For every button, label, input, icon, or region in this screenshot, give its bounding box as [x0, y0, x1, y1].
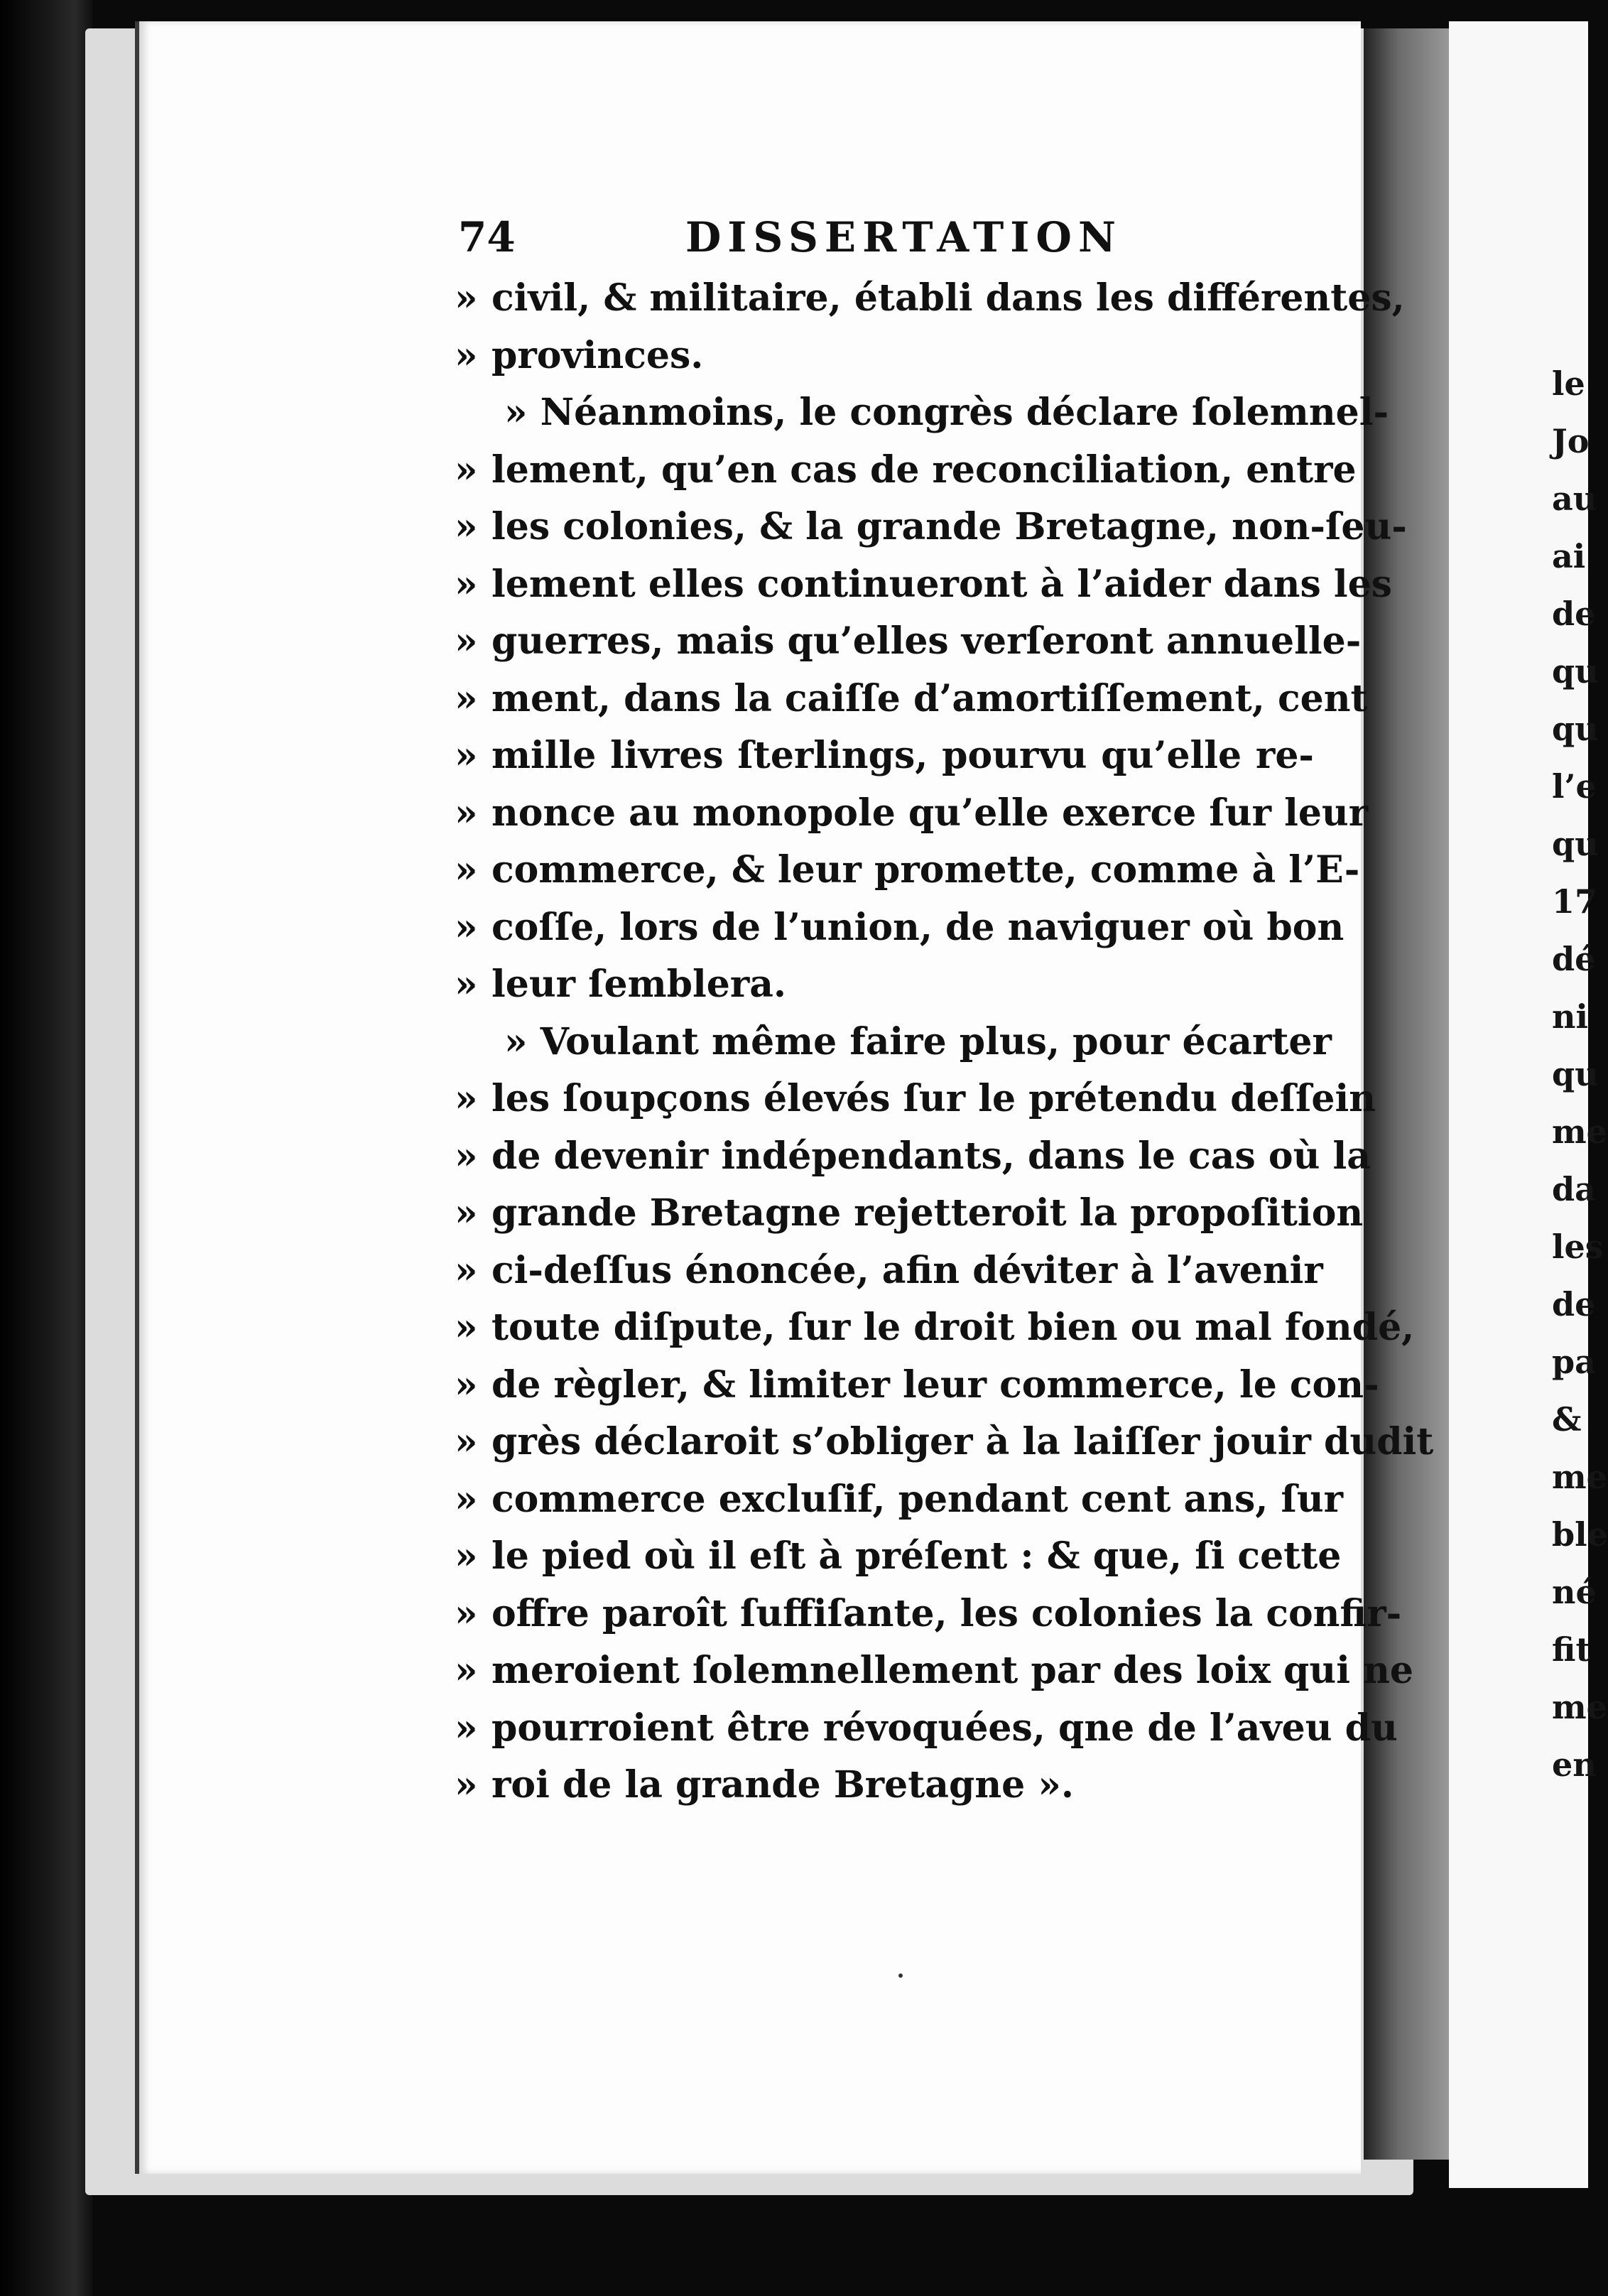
facing-fragment: les [1552, 1228, 1604, 1266]
line-text: mille livres ſterlings, pourvu qu’elle re- [491, 734, 1314, 777]
text-line [455, 384, 1389, 442]
book-left-edge [0, 0, 92, 2296]
quote-mark: » [455, 505, 478, 548]
quote-mark: » [455, 333, 478, 377]
quote-mark: » [455, 1706, 478, 1750]
quote-mark: » [455, 1248, 478, 1292]
facing-fragment: me [1552, 1458, 1607, 1496]
text-line [455, 1299, 1415, 1357]
text-line [455, 1528, 1342, 1586]
line-text: les ſoupçons élevés ſur le prétendu deſſein [491, 1077, 1376, 1120]
line-text: toute diſpute, ſur le droit bien ou mal fondé, [491, 1306, 1415, 1349]
quote-mark: » [455, 1763, 478, 1807]
running-title: DISSERTATION [685, 213, 1122, 261]
facing-fragment: & [1552, 1400, 1582, 1439]
quote-mark: » [455, 791, 478, 835]
facing-fragment: qu [1552, 1055, 1599, 1093]
text-line [455, 1586, 1402, 1643]
facing-fragment: l’e [1552, 767, 1597, 806]
quote-mark: » [455, 1591, 478, 1635]
quote-mark: » [455, 1134, 478, 1178]
quote-mark: » [455, 1077, 478, 1120]
text-line [455, 556, 1392, 614]
facing-fragment: me [1552, 1688, 1607, 1726]
text-line [455, 727, 1314, 785]
line-text: roi de la grande Bretagne ». [491, 1763, 1074, 1807]
line-text: provinces. [491, 333, 704, 377]
text-line [455, 1071, 1376, 1128]
line-text: de devenir indépendants, dans le cas où la [491, 1134, 1371, 1178]
facing-fragment: me [1552, 1112, 1607, 1151]
text-line [455, 1014, 1332, 1071]
facing-fragment: pa [1552, 1343, 1596, 1381]
line-text: leur ſemblera. [491, 963, 787, 1006]
quote-mark: » [455, 1477, 478, 1521]
line-text: meroient ſolemnellement par des loix qui ne [491, 1649, 1413, 1692]
facing-page [1449, 21, 1608, 2188]
line-text: commerce, & leur promette, comme à l’E- [491, 848, 1360, 892]
facing-fragment: dé [1552, 940, 1596, 978]
quote-mark: » [455, 676, 478, 720]
line-text: pourroient être révoquées, qne de l’aveu du [491, 1706, 1398, 1750]
facing-fragment: 17 [1552, 882, 1598, 921]
quote-mark: » [455, 276, 478, 320]
text-line [455, 671, 1368, 728]
line-text: grès déclaroit s’obliger à la laiſſer jouir dudit [491, 1420, 1434, 1463]
line-text: lement, qu’en cas de reconciliation, entre [491, 448, 1357, 492]
line-text: guerres, mais qu’elles verſeront annuelle- [491, 619, 1362, 663]
facing-fragment: fit [1552, 1630, 1591, 1669]
facing-fragment: qu [1552, 710, 1599, 748]
facing-fragment: en [1552, 1745, 1597, 1784]
facing-fragment: ble [1552, 1515, 1608, 1554]
text-line [455, 1242, 1323, 1300]
quote-mark: » [455, 905, 478, 949]
quote-mark: » [455, 734, 478, 777]
line-text: le pied où il eſt à préſent : & que, ſi cette [491, 1534, 1342, 1578]
quote-mark: » [455, 619, 478, 663]
text-line [455, 1185, 1364, 1242]
facing-page-text [1552, 355, 1608, 1794]
facing-fragment: de [1552, 1285, 1596, 1323]
facing-fragment: da [1552, 1170, 1596, 1208]
line-text: » Néanmoins, le congrès déclare ſolemnel- [504, 391, 1389, 434]
line-text: offre paroît ſuffiſante, les colonies la confir- [491, 1591, 1402, 1635]
line-text: ment, dans la caiſſe d’amortiſſement, cent [491, 676, 1368, 720]
quote-mark: » [455, 448, 478, 492]
text-line [455, 956, 1314, 1014]
text-line [455, 499, 1407, 556]
quote-mark: » [455, 562, 478, 606]
facing-fragment: ai [1552, 537, 1586, 575]
quote-mark: » [455, 1534, 478, 1578]
facing-fragment: qu [1552, 652, 1599, 691]
text-line [455, 1642, 1413, 1700]
quote-mark: » [455, 1306, 478, 1349]
page-number: 74 [458, 213, 516, 261]
line-text: civil, & militaire, établi dans les différentes, [491, 276, 1405, 320]
text-line [455, 842, 1360, 899]
line-text: commerce excluſif, pendant cent ans, ſur [491, 1477, 1344, 1521]
facing-fragment: de [1552, 595, 1596, 633]
line-text: nonce au monopole qu’elle exerce ſur leur [491, 791, 1369, 835]
line-text: grande Bretagne rejetteroit la propoſition [491, 1191, 1364, 1235]
line-text: ci-deſſus énoncée, afin déviter à l’avenir [491, 1248, 1323, 1292]
text-line [455, 442, 1357, 499]
line-text: de règler, & limiter leur commerce, le con- [491, 1363, 1379, 1407]
running-head [458, 213, 1318, 270]
facing-fragment: au [1552, 480, 1597, 518]
quote-mark: » [455, 1363, 478, 1407]
text-line [455, 1700, 1398, 1758]
text-line [455, 1357, 1379, 1414]
quote-mark: » [455, 1420, 478, 1463]
text-line [455, 1128, 1371, 1186]
line-text: lement elles continueront à l’aider dans les [491, 562, 1392, 606]
text-line [455, 785, 1369, 843]
line-text: coſſe, lors de l’union, de naviguer où bon [491, 905, 1344, 949]
body-text [455, 270, 1434, 1814]
quote-mark: » [455, 1649, 478, 1692]
facing-fragment: Jo [1552, 422, 1590, 460]
quote-mark: » [455, 963, 478, 1006]
text-line [455, 1414, 1434, 1471]
facing-fragment: le [1552, 364, 1585, 403]
text-line [455, 613, 1362, 671]
quote-mark: » [455, 848, 478, 892]
facing-fragment: qu [1552, 825, 1599, 863]
text-line [455, 327, 1314, 385]
gutter-shadow [1364, 28, 1449, 2160]
facing-fragment: ni [1552, 997, 1588, 1036]
text-line [455, 899, 1344, 957]
line-text: les colonies, & la grande Bretagne, non-ſeu- [491, 505, 1407, 548]
text-line [455, 1471, 1344, 1529]
quote-mark: » [455, 1191, 478, 1235]
facing-fragment: né [1552, 1573, 1597, 1611]
ink-speck [898, 1973, 903, 1978]
text-line [455, 270, 1405, 327]
line-text: » Voulant même faire plus, pour écarter [504, 1019, 1332, 1063]
text-line [455, 1757, 1314, 1814]
